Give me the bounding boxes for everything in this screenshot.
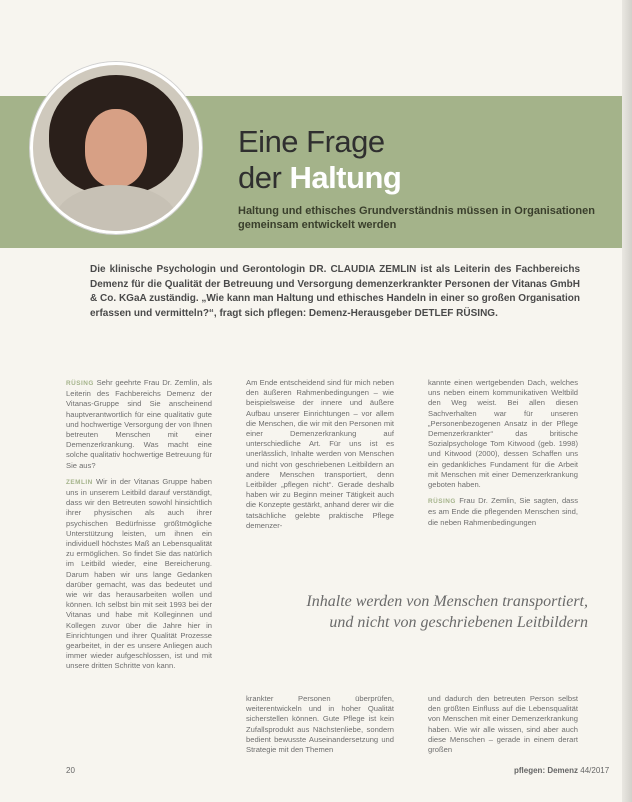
column-2-bottom: krankter Personen überprüfen, weiterentwickeln und in hoher Qualität sicherstellen können. Gute Pflege ist kein Zufallsprodukt aus Nächstenliebe, sondern bedient bewusste Auseinandersetzung und Strategie mit den Themen <box>246 694 394 755</box>
speaker-tag: ZEMLIN <box>66 478 93 486</box>
speaker-tag: RÜSING <box>66 380 94 387</box>
article-title-line1: Eine Frage <box>238 124 385 159</box>
lead-paragraph: Die klinische Psychologin und Gerontologin DR. CLAUDIA ZEMLIN ist als Leiterin des Fachbereichs Demenz für die Qualität der Betreuung und Versorgung demenzerkrankter Personen der Vitanas GmbH & Co. KGaA zuständig. „Wie kann man Haltung und ethisches Handeln in einer so großen Organisation erfassen und vermitteln?“, fragt sich pflegen: Demenz-Herausgeber DETLEF RÜSING. <box>90 264 580 319</box>
magazine-footer <box>514 766 609 775</box>
magazine-name: pflegen: Demenz <box>514 766 579 775</box>
title-prefix: der <box>238 160 282 195</box>
paragraph-text: kannte einen wertgebenden Dach, welches uns neben einem kommunikativen Weltbild den Weg weist. Bei allen diesen Sachverhalten war für unseren „Personenbezogenen Ansatz in der Pflege Demenzerkrankter“ das britische Sozialpsychologe Tom Kitwood (geb. 1998) und Kitwood (2000), dessen Schaffen uns ein gedankliches Fundament für die Arbeit mit Menschen mit einer Demenzerkrankung geboten haben. <box>428 378 578 490</box>
column-3 <box>428 378 578 534</box>
paragraph <box>428 496 578 528</box>
portrait-face <box>85 109 147 187</box>
portrait-photo <box>30 62 202 234</box>
paragraph-text: Wir in der Vitanas Gruppe haben uns in unserem Leitbild darauf verständigt, dass wir den Betreuten sowohl hinsichtlich ihrer physischen als auch ihrer psychischen Bedürfnisse größtmögliche Unterstützung leisten, um ihnen ein individuell höchstes Maß an Lebensqualität zu ermöglichen. So findet Sie das natürlich im Leitbild wieder, eine Bereicherung. Darum haben wir uns lange Gedanken darüber gemacht, was das bedeutet und wie wir das herausarbeiten wollen und können. Ich selbst bin mit seit 1993 bei der Vitanas und habe mit Kolleginnen und Kollegen zuvor über die Jahre hier in Einrichtungen und ihrer Qualität Prozesse gearbeitet, in der es unsere Anliegen auch immer wieder aufgeschlossen, ist und mit unsere dritten Schritte von kann. <box>66 476 212 671</box>
article-title-line2 <box>238 160 401 196</box>
paragraph-text: Am Ende entscheidend sind für mich neben den äußeren Rahmenbedingungen – wie beispielsweise der innere und äußere Aufbau unserer Einrichtungen – vor allem die Menschen, die wir mit den Personen mit einer Demenzerkrankung auf unterschiedliche Art. Für uns ist es unerlässlich, Inhalte werden von Menschen und nicht von geschriebenen Leitbildern an andere Menschen transportiert, denn Leitbilder „pflegen nicht“. Gerade deshalb haben wir zu Beginn meiner Tätigkeit auch die Konzepte gestärkt, anhand derer wir die tatsächliche gelebte praktische Pflege demenzer- <box>246 378 394 530</box>
pull-quote-line2: und nicht von geschriebenen Leitbildern <box>329 614 588 631</box>
pull-quote-line1: Inhalte werden von Menschen transportiert, <box>306 593 588 610</box>
pull-quote <box>218 591 588 633</box>
column-3-bottom: und dadurch den betreuten Person selbst den größten Einfluss auf die Lebensqualität von Menschen mit einer Demenzerkrankung haben. Wie wir alle wissen, sind aber auch diese Menschen – gerade in einem derart großen <box>428 694 578 755</box>
title-highlight: Haltung <box>289 160 402 195</box>
paragraph-text: Frau Dr. Zemlin, Sie sagten, dass es am Ende die pflegenden Menschen sind, die neben Rahmenbedingungen <box>428 496 578 527</box>
speaker-tag: RÜSING <box>428 498 456 506</box>
magazine-issue: 44/2017 <box>580 766 610 775</box>
page-spine <box>622 0 632 802</box>
page-number: 20 <box>66 766 75 775</box>
article-subtitle: Haltung und ethisches Grundverständnis müssen in Organisationen gemeinsam entwickelt werden <box>238 205 595 231</box>
paragraph <box>66 477 212 672</box>
portrait-shoulders <box>55 185 177 234</box>
paragraph-text: Sehr geehrte Frau Dr. Zemlin, als Leiterin des Fachbereichs Demenz der Vitanas-Gruppe sind Sie anscheinend hauptverantwortlich für eine qualitativ gute und hochwertige Versorgung der von Ihnen betreuten Menschen mit einer Demenzerkrankung. Was macht eine solche qualitativ hochwertige Betreuung für Sie aus? <box>66 378 212 470</box>
column-1 <box>66 378 212 678</box>
column-2 <box>246 378 394 537</box>
paragraph <box>66 378 212 471</box>
